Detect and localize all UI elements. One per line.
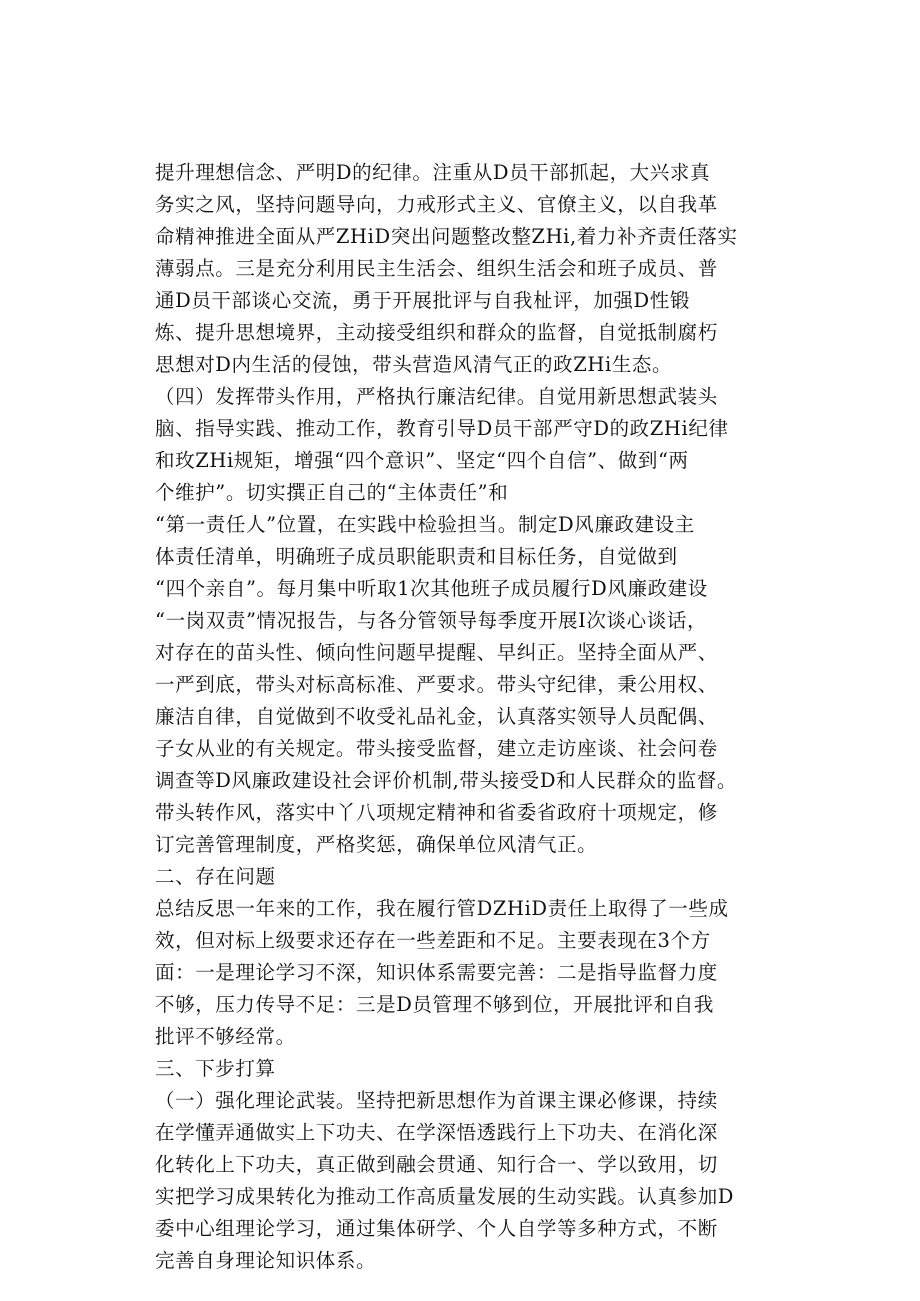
text-line: 不够，压力传导不足：三是D员管理不够到位，开展批评和自我 (155, 993, 714, 1016)
text-line: （一）强化理论武装。坚持把新思想作为首课主课必修课，持续 (155, 1089, 718, 1112)
text-line: 带头转作风，落实中丫八项规定精神和省委省政府十项规定，修 (155, 801, 718, 824)
text-line: “四个亲自”。每月集中听取1次其他班子成员履行D风廉政建设 (155, 577, 708, 600)
section-heading-4: （四）发挥带头作用，严格执行廉洁纪律。自觉用新思想武装头 (155, 385, 718, 408)
text-line: 和玫ZHi规矩，增强“四个意识”、坚定“四个自信”、做到“两 (155, 449, 689, 472)
text-line: 个维护”。切实撰正自己的“主体责任”和 (155, 481, 509, 504)
section-heading-problems: 二、存在问题 (155, 865, 276, 888)
text-line: 委中心组理论学习，通过集体研学、个人自学等多种方式，不断 (155, 1217, 718, 1240)
text-line: 完善自身理论知识体系。 (155, 1249, 377, 1272)
text-line: 在学懂弄通做实上下功夫、在学深悟透践行上下功夫、在消化深 (155, 1121, 718, 1144)
text-line: 对存在的苗头性、倾向性问题早提醒、早纠正。坚持全面从严、 (155, 641, 718, 664)
text-line: 化转化上下功夫，真正做到融会贯通、知行合一、学以致用，切 (155, 1153, 718, 1176)
text-line: “第一责任人”位置，在实践中检验担当。制定D风廉政建设主 (155, 513, 695, 536)
text-line: 思想对D内生活的侵蚀，带头营造风清气正的政ZHi生态。 (155, 353, 673, 376)
text-line: 薄弱点。三是充分利用民主生活会、组织生活会和班子成员、普 (155, 257, 718, 280)
text-line: 一严到底，带头对标高标准、严要求。带头守纪律，秉公用权、 (155, 673, 718, 696)
text-line: 效，但对标上级要求还存在一些差距和不足。主要表现在3个方 (155, 929, 711, 952)
text-line: 面：一是理论学习不深，知识体系需要完善：二是指导监督力度 (155, 961, 718, 984)
text-line: 廉洁自律，自觉做到不收受礼品礼金，认真落实领导人员配偶、 (155, 705, 718, 728)
text-line: 批评不够经常。 (155, 1025, 296, 1048)
text-line: 脑、指导实践、推动工作，教育引导D员干部严守D的政ZHi纪律 (155, 417, 729, 440)
text-line: 通D员干部谈心交流，勇于开展批评与自我杫评，加强D性锻 (155, 289, 690, 312)
text-line: 调查等D风廉政建设社会评价机制,带头接受D和人民群众的监督。 (155, 769, 737, 792)
text-line: 务实之风，坚持问题导向，力戒形式主义、官僚主义，以自我革 (155, 193, 718, 216)
text-line: 炼、提升思想境界，主动接受组织和群众的监督，自觉抵制腐朽 (155, 321, 718, 344)
text-line: “一岗双责”情况报告，与各分管领导每季度开展I次谈心谈话， (155, 609, 708, 632)
text-line: 命精神推进全面从严ZHiD突出问题整改整ZHi,着力补齐责任落实 (155, 225, 738, 248)
document-body (155, 157, 775, 1277)
text-line: 总结反思一年来的工作，我在履行管DZHiD责任上取得了一些成 (155, 897, 729, 920)
section-heading-next-steps: 三、下步打算 (155, 1057, 276, 1080)
text-line: 订完善管理制度，严格奖惩，确保单位风清气正。 (155, 833, 598, 856)
text-line: 实把学习成果转化为推动工作高质量发展的生动实践。认真参加D (155, 1185, 735, 1208)
text-line: 体责任清单，明确班子成员职能职责和目标任务，自觉做到 (155, 545, 678, 568)
text-line: 子女从业的有关规定。带头接受监督，建立走访座谈、社会问卷 (155, 737, 718, 760)
text-line: 提升理想信念、严明D的纪律。注重从D员干部抓起，大兴求真 (155, 161, 711, 184)
